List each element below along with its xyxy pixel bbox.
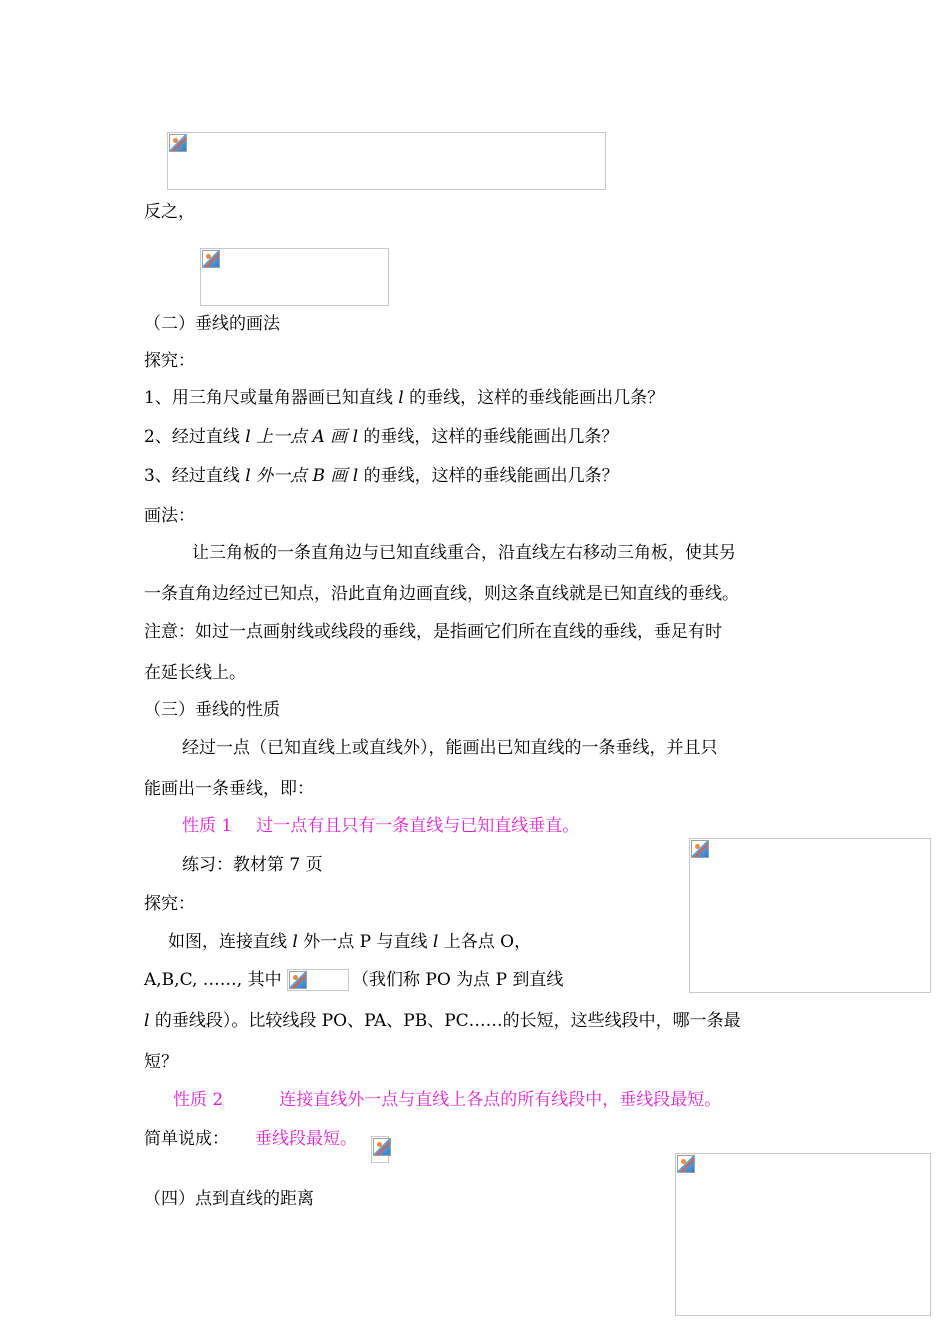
property-1-text: 过一点有且只有一条直线与已知直线垂直。	[256, 816, 580, 836]
note-text-2: 在延长线上。	[144, 663, 246, 683]
explore-label-2: 探究：	[144, 894, 195, 914]
text-fanzhi: 反之，	[144, 202, 195, 222]
broken-image-icon	[202, 250, 220, 268]
property-2-label: 性质 2	[173, 1090, 224, 1110]
note-text-1: 注意：如过一点画射线或线段的垂线，是指画它们所在直线的垂线，垂足有时	[144, 622, 722, 642]
figure-text-1: 如图，连接直线 l 外一点 P 与直线 l 上各点 O，	[168, 932, 532, 952]
broken-image-icon	[169, 134, 187, 152]
broken-image-icon	[691, 840, 709, 858]
section-heading-2: （二）垂线的画法	[144, 314, 280, 334]
formula-image-placeholder-2	[200, 248, 389, 306]
inline-image-small	[371, 1136, 389, 1163]
broken-image-icon	[677, 1155, 695, 1173]
property-1	[182, 815, 579, 837]
property-2-text: 连接直线外一点与直线上各点的所有线段中，垂线段最短。	[279, 1090, 722, 1110]
section-heading-3: （三）垂线的性质	[144, 700, 280, 720]
method-text-2: 一条直角边经过已知点，沿此直角边画直线，则这条直线就是已知直线的垂线。	[144, 584, 739, 604]
simple-label: 简单说成：	[144, 1129, 229, 1149]
formula-image-placeholder	[167, 132, 606, 190]
figure-text-4: 短？	[144, 1052, 178, 1072]
property-2	[173, 1089, 721, 1111]
method-text-1: 让三角板的一条直角边与已知直线重合，沿直线左右移动三角板，使其另	[192, 543, 736, 563]
property-intro-1: 经过一点（已知直线上或直线外），能画出已知直线的一条垂线，并且只	[182, 738, 718, 758]
figure-image-placeholder	[689, 838, 931, 993]
broken-image-icon	[289, 971, 307, 989]
figure-text-2b: （我们称 PO 为点 P 到直线	[352, 970, 564, 990]
practice-text: 练习：教材第 7 页	[182, 855, 323, 875]
inline-formula-image	[287, 969, 349, 991]
property-1-label: 性质 1	[182, 816, 233, 836]
figure-text-3: l 的垂线段）。比较线段 PO、PA、PB、PC……的长短，这些线段中，哪一条最	[144, 1011, 741, 1031]
section-heading-4: （四）点到直线的距离	[144, 1189, 314, 1209]
simple-text: 垂线段最短。	[255, 1129, 357, 1149]
simple-statement	[144, 1128, 357, 1150]
method-label: 画法：	[144, 506, 195, 526]
explore-label: 探究：	[144, 351, 195, 371]
question-1: 1、用三角尺或量角器画已知直线 l 的垂线，这样的垂线能画出几条？	[144, 388, 665, 408]
figure-image-placeholder-2	[675, 1153, 931, 1316]
question-3: 3、经过直线 l 外一点 B 画 l 的垂线，这样的垂线能画出几条？	[144, 466, 619, 486]
property-intro-2: 能画出一条垂线，即：	[144, 779, 314, 799]
broken-image-icon	[373, 1138, 391, 1156]
figure-text-2a: A,B,C, ……, 其中	[144, 970, 282, 990]
question-2: 2、经过直线 l 上一点 A 画 l 的垂线，这样的垂线能画出几条？	[144, 427, 619, 447]
